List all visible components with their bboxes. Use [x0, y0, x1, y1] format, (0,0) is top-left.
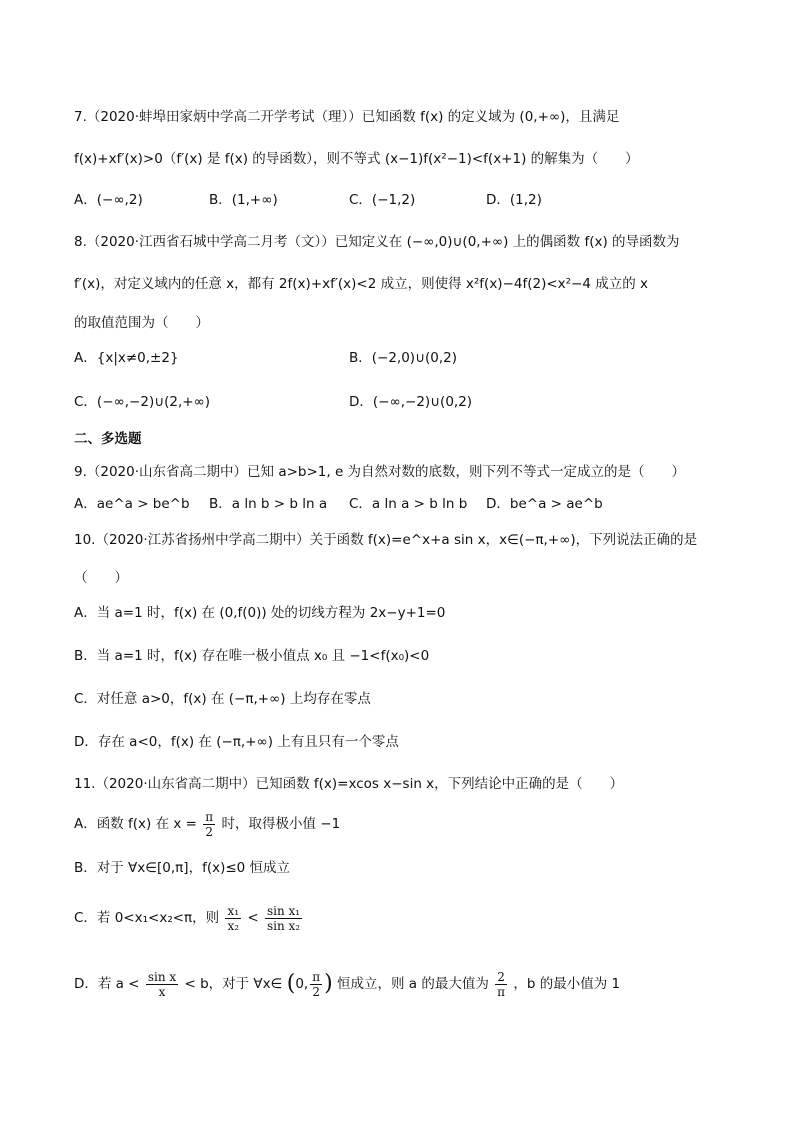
- fraction-denominator: x₂: [227, 918, 240, 933]
- q7-line1: 7.（2020·蚌埠田家炳中学高二开学考试（理））已知函数 f(x) 的定义域为 (0,+∞)，且满足: [74, 109, 620, 125]
- q11-option-d-mid: < b，对于 ∀x∈: [184, 976, 283, 992]
- q11-option-c-fraction-1: [225, 904, 241, 933]
- q11-option-c: [74, 898, 304, 938]
- q11-option-d-interval-start: 0,: [295, 976, 309, 992]
- q11-option-a-pre: A．函数 f(x) 在 x =: [74, 816, 197, 832]
- fraction-denominator: π: [497, 984, 506, 999]
- q11-option-d-post: ，b 的最小值为 1: [513, 976, 621, 992]
- fraction-denominator: x: [158, 984, 166, 999]
- q11-option-d-mid2: 恒成立，则 a 的最大值为: [336, 976, 489, 992]
- fraction-denominator: sin x₂: [266, 918, 301, 933]
- q8-line1: 8.（2020·江西省石城中学高二月考（文））已知定义在 (−∞,0)∪(0,+∞) 上的偶函数 f(x) 的导函数为: [74, 234, 680, 250]
- fraction-numerator: sin x₁: [266, 903, 301, 918]
- q10-option-a: A．当 a=1 时，f(x) 在 (0,f(0)) 处的切线方程为 2x−y+1=0: [74, 605, 446, 621]
- q11-option-b: B．对于 ∀x∈[0,π]，f(x)≤0 恒成立: [74, 860, 291, 876]
- q9-line1: 9.（2020·山东省高二期中）已知 a>b>1, e 为自然对数的底数，则下列不等式一定成立的是（ ）: [74, 464, 686, 480]
- q8-option-a: A．{x|x≠0,±2}: [74, 350, 179, 366]
- q9-option-d: D．be^a > ae^b: [486, 496, 603, 512]
- q8-line3: 的取值范围为（ ）: [74, 315, 209, 331]
- q11-option-a-fraction: [203, 810, 215, 839]
- fraction-denominator: 2: [312, 984, 320, 999]
- q9-option-b: B．a ln b > b ln a: [209, 496, 328, 512]
- q7-option-d: D．(1,2): [486, 192, 542, 208]
- q11-option-d: [74, 962, 620, 1006]
- q8-option-b: B．(−2,0)∪(0,2): [349, 350, 457, 366]
- fraction-numerator: π: [312, 969, 321, 984]
- q10-line2: （ ）: [74, 570, 128, 586]
- q11-option-a: [74, 808, 340, 840]
- q11-option-d-fraction-max: [495, 970, 507, 999]
- q8-option-d: D．(−∞,−2)∪(0,2): [349, 394, 473, 410]
- right-paren: ): [324, 971, 333, 996]
- q11-option-c-fraction-2: [265, 904, 302, 933]
- fraction-numerator: x₁: [227, 903, 240, 918]
- q10-option-d: D．存在 a<0，f(x) 在 (−π,+∞) 上有且只有一个零点: [74, 734, 399, 750]
- q11-option-c-pre: C．若 0<x₁<x₂<π，则: [74, 910, 220, 926]
- q10-option-b: B．当 a=1 时，f(x) 存在唯一极小值点 x₀ 且 −1<f(x₀)<0: [74, 648, 430, 664]
- fraction-numerator: 2: [497, 969, 505, 984]
- section-multi-choice-heading: 二、多选题: [74, 431, 142, 447]
- q10-line1: 10.（2020·江苏省扬州中学高二期中）关于函数 f(x)=e^x+a sin x，x∈(−π,+∞)，下列说法正确的是: [74, 532, 698, 548]
- q11-line1: 11.（2020·山东省高二期中）已知函数 f(x)=xcos x−sin x，下列结论中正确的是（ ）: [74, 776, 624, 792]
- q7-option-b: B．(1,+∞): [209, 192, 278, 208]
- q11-option-d-pre: D．若 a <: [74, 976, 140, 992]
- fraction-numerator: π: [205, 809, 214, 824]
- q8-line2: f′(x)，对定义域内的任意 x，都有 2f(x)+xf′(x)<2 成立，则使得 x²f(x)−4f(2)<x²−4 成立的 x: [74, 276, 649, 292]
- less-than-sign: <: [247, 910, 259, 926]
- fraction-numerator: sin x: [147, 969, 177, 984]
- q7-line2: f(x)+xf′(x)>0（f′(x) 是 f(x) 的导函数），则不等式 (x−1)f(x²−1)<f(x+1) 的解集为（ ）: [74, 151, 639, 167]
- q11-option-d-interval-fraction: [310, 970, 322, 999]
- q10-option-c: C．对任意 a>0，f(x) 在 (−π,+∞) 上均存在零点: [74, 691, 371, 707]
- fraction-denominator: 2: [205, 824, 214, 839]
- q7-option-c: C．(−1,2): [349, 192, 416, 208]
- left-paren: (: [286, 971, 296, 996]
- q11-option-a-post: 时，取得极小值 −1: [221, 816, 341, 832]
- q8-option-c: C．(−∞,−2)∪(2,+∞): [74, 394, 211, 410]
- q9-option-c: C．a ln a > b ln b: [349, 496, 468, 512]
- q7-option-a: A．(−∞,2): [74, 192, 143, 208]
- q9-option-a: A．ae^a > be^b: [74, 496, 190, 512]
- q11-option-d-fraction-sinx: [146, 970, 178, 999]
